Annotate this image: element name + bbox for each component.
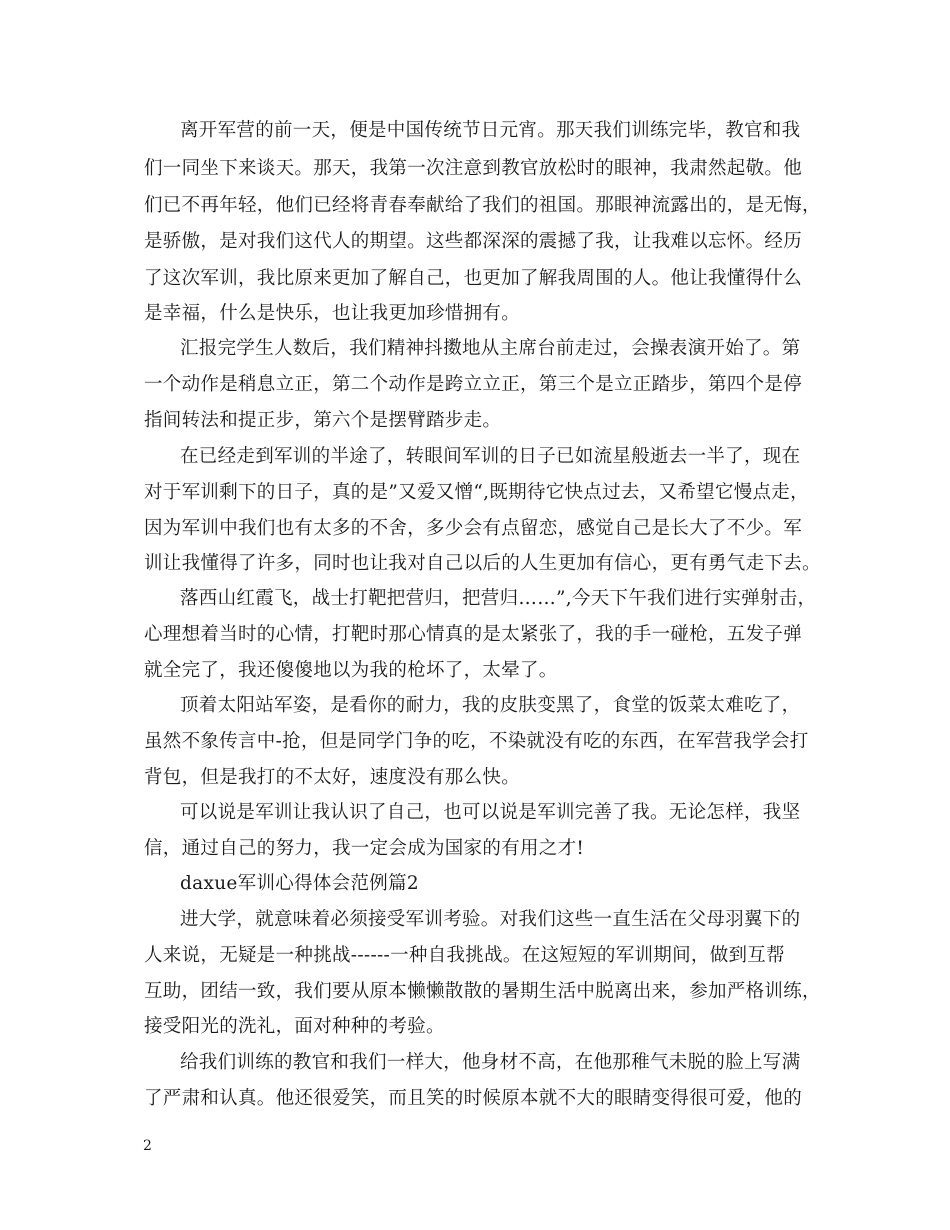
text-line: 是骄傲，是对我们这代人的期望。这些都深深的震撼了我，让我难以忘怀。经历 [144,231,803,252]
text-line: 在已经走到军训的半途了，转眼间军训的日子已如流星般逝去一半了，现在 [180,446,801,467]
text-line: 进大学，就意味着必须接受军训考验。对我们这些一直生活在父母羽翼下的 [180,909,801,930]
text-line: 信，通过自己的努力，我一定会成为国家的有用之才! [144,838,585,859]
text-line: 虽然不象传言中-抢，但是同学门争的吃，不染就没有吃的东西，在军营我学会打 [144,731,809,752]
text-line: 了这次军训，我比原来更加了解自己，也更加了解我周围的人。他让我懂得什么 [144,268,803,289]
text-line: 落西山红霞飞，战士打靶把营归，把营归……”,今天下午我们进行实弹射击， [180,588,817,609]
section-heading: daxue军训心得体会范例篇2 [180,873,419,894]
text-line: 了严肃和认真。他还很爱笑，而且笑的时候原本就不大的眼睛变得很可爱，他的 [144,1088,803,1109]
text-line: 人来说，无疑是一种挑战------一种自我挑战。在这短短的军训期间，做到互帮 [144,945,785,966]
text-line: 接受阳光的洗礼，面对种种的考验。 [144,1016,445,1037]
text-line: 背包，但是我打的不太好，速度没有那么快。 [144,767,521,788]
text-line: 心理想着当时的心情，打靶时那心情真的是太紧张了，我的手一碰枪，五发子弹 [144,624,803,645]
text-line: 们已不再年轻，他们已经将青春奉献给了我们的祖国。那眼神流露出的，是无悔， [144,195,821,216]
text-line: 互助，团结一致，我们要从原本懒懒散散的暑期生活中脱离出来，参加严格训练， [144,981,821,1002]
text-line: 给我们训练的教官和我们一样大，他身材不高，在他那稚气未脱的脸上写满 [180,1052,801,1073]
text-line: 是幸福，什么是快乐，也让我更加珍惜拥有。 [144,303,521,324]
text-line: 因为军训中我们也有太多的不舍，多少会有点留恋，感觉自己是长大了不少。军 [144,518,803,539]
text-line: 离开军营的前一天，便是中国传统节日元宵。那天我们训练完毕，教官和我 [180,120,801,141]
text-line: 就全完了，我还傻傻地以为我的枪坏了，太晕了。 [144,660,558,681]
text-line: 指间转法和提正步，第六个是摆臂踏步走。 [144,410,502,431]
text-line: 顶着太阳站军姿，是看你的耐力，我的皮肤变黑了，食堂的饭菜太难吃了， [180,695,801,716]
page-number: 2 [143,1138,152,1154]
text-line: 可以说是军训让我认识了自己，也可以说是军训完善了我。无论怎样，我坚 [180,802,801,823]
text-line: 汇报完学生人数后，我们精神抖擞地从主席台前走过，会操表演开始了。第 [180,338,801,359]
text-line: 一个动作是稍息立正，第二个动作是跨立立正，第三个是立正踏步，第四个是停 [144,374,803,395]
text-line: 训让我懂得了许多，同时也让我对自己以后的人生更加有信心，更有勇气走下去。 [144,553,821,574]
text-line: 对于军训剩下的日子，真的是”又爱又憎“,既期待它快点过去，又希望它慢点走， [144,482,809,503]
text-line: 们一同坐下来谈天。那天，我第一次注意到教官放松时的眼神，我肃然起敬。他 [144,158,803,179]
